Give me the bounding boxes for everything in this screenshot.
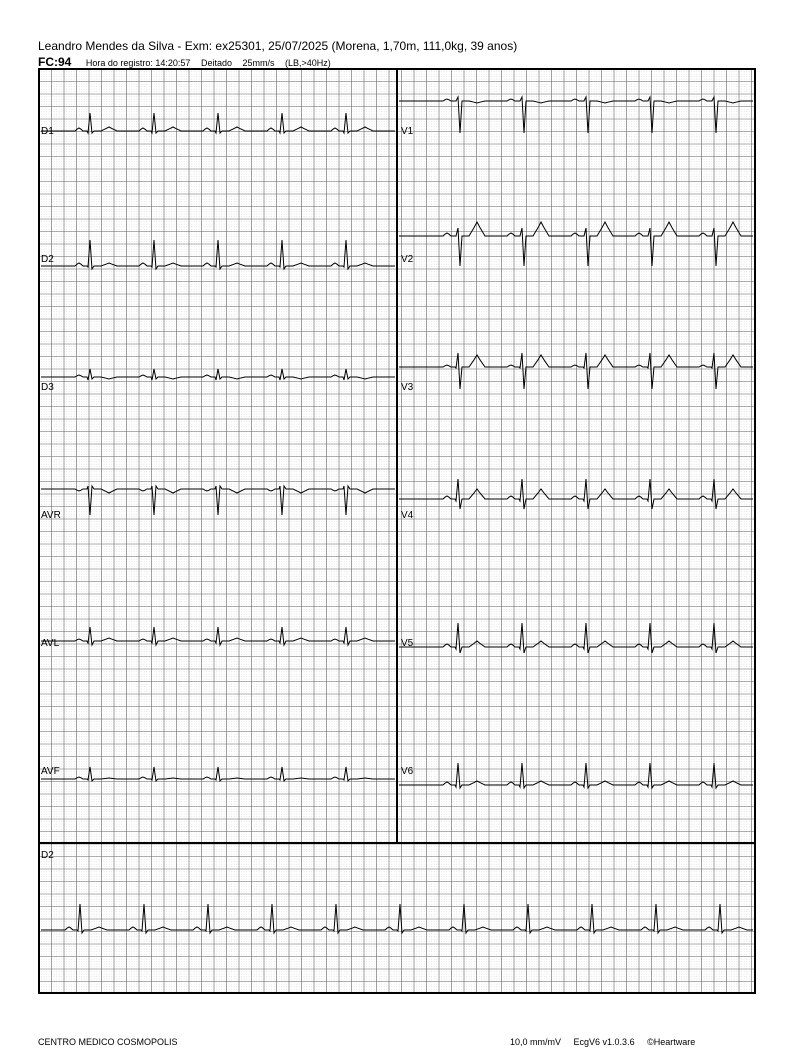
trace-avr [41, 486, 395, 515]
lead-label-d3: D3 [41, 382, 54, 393]
trace-avl [41, 627, 395, 645]
paper-speed: 25mm/s [242, 58, 275, 68]
lead-label-rhythm-d2: D2 [41, 850, 54, 861]
lead-label-d1: D1 [41, 126, 54, 137]
lead-label-avf: AVF [41, 766, 60, 777]
record-time: Hora do registro: 14:20:57 [85, 58, 191, 68]
lead-label-avr: AVR [41, 510, 61, 521]
patient-position: Deitado [200, 58, 232, 68]
trace-v3 [399, 353, 753, 389]
lead-label-v6: V6 [401, 766, 414, 777]
gain-setting: 10,0 mm/mV [510, 1037, 562, 1047]
trace-d1 [41, 113, 395, 133]
trace-v6 [399, 763, 753, 788]
software-version: EcgV6 v1.0.3.6 [573, 1037, 635, 1047]
footer-info [510, 1037, 695, 1047]
lead-labels [41, 126, 414, 861]
trace-v5 [399, 623, 753, 653]
ecg-grid [39, 69, 755, 993]
lead-label-v2: V2 [401, 254, 414, 265]
brand: ©Heartware [647, 1037, 696, 1047]
clinic-name: CENTRO MEDICO COSMOPOLIS [38, 1037, 178, 1047]
lead-label-v4: V4 [401, 510, 414, 521]
lead-label-avl: AVL [41, 638, 60, 649]
trace-d2 [41, 904, 753, 933]
lead-label-v5: V5 [401, 638, 414, 649]
filter-setting: (LB,>40Hz) [285, 58, 331, 68]
trace-v1 [399, 97, 753, 133]
lead-label-v1: V1 [401, 126, 414, 137]
patient-info-line: Leandro Mendes da Silva - Exm: ex25301, 25/07/2025 (Morena, 1,70m, 111,0kg, 39 anos) [38, 39, 518, 53]
lead-label-d2: D2 [41, 254, 54, 265]
heart-rate: FC:94 [38, 55, 72, 69]
lead-label-v3: V3 [401, 382, 414, 393]
